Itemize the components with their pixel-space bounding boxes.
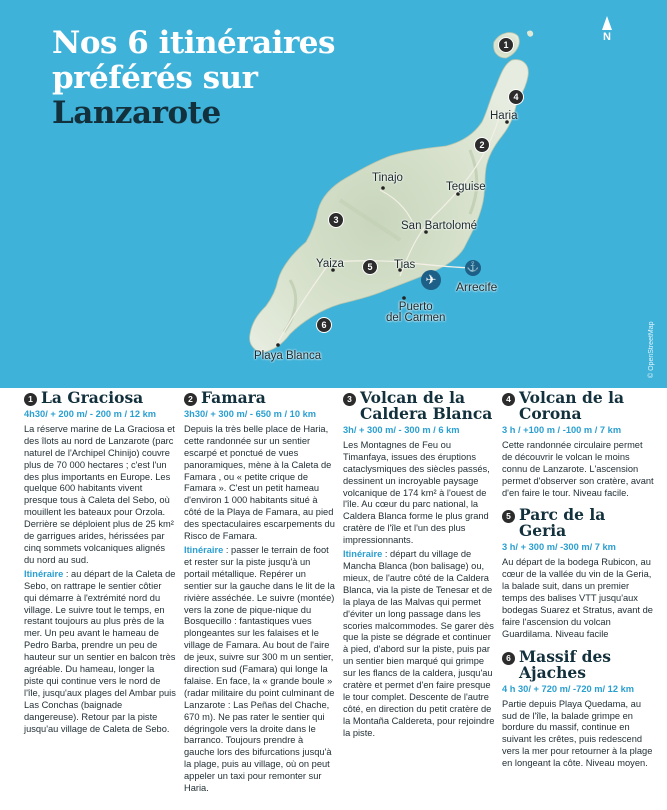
route-description: Partie depuis Playa Quedama, au sud de l'île, la balade grimpe en bordure du massif, continue en suivant les crêtes, puis redescend vers la mer pour retourner à la plage en longeant la côte. Niveau moyen. (502, 698, 653, 769)
place-label-arrecife: Arrecife (456, 280, 498, 294)
route-marker-4[interactable]: 4 (508, 89, 524, 105)
itinerary-text: : au départ de la Caleta de Sebo, on rattrape le sentier côtier qui démarre à l'extrémité nord du village. Le suivre tout le temps, en restant toujours au plus près de la mer. Un peu avant le hameau de Pedro Barba, prendre un peu de hauteur sur un sentier en balcon très agréable. Du hameau, longer la piste qui continue vers le nord de l'île, jusqu'aux plages del Ambar puis Las Conchas (baignade dangereuse). Retour par la piste jusqu'au village de Caleta de Sebo. (24, 568, 176, 734)
route-stats: 3 h / +100 m / -100 m / 7 km (502, 425, 622, 435)
route-number-badge: 1 (24, 393, 37, 406)
route-marker-5[interactable]: 5 (362, 259, 378, 275)
itinerary-text: : passer le terrain de foot et rester sur la piste jusqu'à un portail métallique. Repérer un sentier sur la gauche dans le lit de la rivière asséchée. Le suivre (montée) vers la zone de pique-nique du Bosquecillo : fantastiques vues plongeantes sur les falaises et le village de Famara. Au bout de l'aire de jeux, suivre sur 300 m un sentier, direction sud (Famara) qui longe la falaise. En face, la « grande boule » (radar militaire du point culminant de Lanzarote : Las Peñas del Chache, 670 m). Ne pas rater le sentier qui dégringole vers la droite dans le barranco. Toujours prendre à gauche lors des bifurcations jusqu'à la plage, puis au village, où on peut appeler un taxi pour remonter sur Haria. (184, 544, 335, 794)
column-1 (24, 390, 176, 743)
route-heading (502, 390, 654, 422)
route-itinerary (24, 569, 176, 736)
route-heading (24, 390, 176, 406)
route-stats: 3 h/ + 300 m/ -300 m/ 7 km (502, 542, 616, 553)
north-indicator (598, 16, 616, 43)
town-dot-puerto (402, 296, 406, 300)
route-section-6 (502, 646, 654, 770)
page-title (52, 26, 335, 131)
column-3 (343, 390, 495, 748)
place-label-yaiza: Yaiza (316, 258, 344, 270)
place-label-playa-blanca: Playa Blanca (254, 350, 322, 362)
port-icon: ⚓ (465, 260, 481, 276)
map-credit: © OpenStreetMap (648, 321, 655, 378)
north-label: N (603, 31, 611, 43)
route-number-badge: 4 (502, 393, 515, 406)
route-marker-2[interactable]: 2 (474, 137, 490, 153)
title-line-3: Lanzarote (52, 95, 221, 131)
itinerary-label: Itinéraire (24, 568, 64, 579)
route-stats: 3h30/ + 300 m/ - 650 m / 10 km (184, 409, 317, 419)
route-section-2 (184, 390, 336, 795)
route-description: Cette randonnée circulaire permet de découvrir le volcan le moins connu de Lanzarote. L'ascension permet d'observer son cratère, avant d'en faire le tour. Niveau facile. (502, 439, 654, 498)
route-heading (343, 390, 495, 422)
itinerary-text: : départ du village de Mancha Blanca (bon balisage) ou, mieux, de l'autre côté de la Caldera Blanca, via la piste de Tenesar et de la playa de las Malvas qui permet d'éviter un long passage dans les scories malcommodes. Se garer dès que la piste se dégrade et continuer à pied, d'abord sur la piste, puis par un sentier bien marqué qui grimpe sur les flancs de la caldera, jusqu'au cratère et permet d'en faire presque le tour complet. Descente de l'autre côté, en direction du petit cratère de la Montaña Caldereta, pour rejoindre la piste. (343, 549, 495, 738)
route-section-3 (343, 390, 495, 740)
route-number-badge: 2 (184, 393, 197, 406)
place-label-haria: Haria (490, 110, 518, 122)
route-marker-1[interactable]: 1 (498, 37, 514, 53)
town-dot-playablanca (276, 343, 280, 347)
place-label-puerto-del-carmen (386, 302, 445, 324)
route-marker-3[interactable]: 3 (328, 212, 344, 228)
route-stats: 3h/ + 300 m/ - 300 m / 6 km (343, 425, 460, 435)
itinerary-label: Itinéraire (343, 549, 383, 560)
route-heading (502, 646, 654, 682)
route-description: Les Montagnes de Feu ou Timanfaya, issues des éruptions cataclysmiques des siècles passés, dessinent un incroyable paysage volcanique de 174 km² à l'ouest de l'île. Au cœur du parc national, la Caldera Blanca forme le plus grand cratère de l'île et l'un des plus impressionnants. (343, 439, 490, 546)
route-stats: 4h30/ + 200 m/ - 200 m / 12 km (24, 409, 157, 419)
route-heading (502, 507, 654, 539)
place-label-tinajo: Tinajo (372, 172, 403, 184)
place-label-teguise: Teguise (446, 181, 486, 193)
route-number-badge: 3 (343, 393, 356, 406)
route-section-1 (24, 390, 176, 735)
island-map (0, 0, 667, 388)
route-title: Volcan de la Caldera Blanca (360, 388, 493, 423)
column-2 (184, 390, 336, 803)
route-description: La réserve marine de La Graciosa et des îlots au nord de Lanzarote (parc naturel de l'Archipel Chinijo) couvre plus de 70 000 hectares ; c'est l'un des plus importants en Europe. Les quelque 600 habitants vivent presque tous à Caleta del Sebo, où mouillent les bateaux pour Orzola. Derrière se déploient plus de 25 km² de garrigues arides, hérissées par cinq sommets volcaniques alignés du nord au sud. (24, 423, 175, 565)
route-section-4 (502, 390, 654, 499)
route-description: Au départ de la bodega Rubicon, au cœur de la vallée du vin de la Geria, la balade suit, dans un premier temps des balises VTT jusqu'aux bodegas Suarez et Stratus, avant de faire l'ascension du volcan Guardilama. Niveau facile (502, 557, 653, 639)
route-title: Volcan de la Corona (519, 388, 625, 423)
route-description: Depuis la très belle place de Haria, cette randonnée sur un sentier escarpé et ponctué de vues panoramiques, mène à la Caleta de Famara , ou « petite crique de Famara ». C'est un petit hameau d'environ 1 000 habitants situé à côté de la Playa de Famara, au pied des spectaculaires escarpements du Risco de Famara. (184, 423, 335, 542)
airport-icon: ✈ (421, 270, 441, 290)
route-marker-6[interactable]: 6 (316, 317, 332, 333)
route-title: Massif des Ajaches (519, 646, 612, 682)
place-label-tias: Tias (394, 259, 416, 271)
route-title: Parc de la Geria (519, 505, 606, 541)
column-4 (502, 390, 654, 778)
route-number-badge: 5 (502, 510, 515, 523)
route-section-5 (502, 507, 654, 640)
route-stats: 4 h 30/ + 720 m/ -720 m/ 12 km (502, 683, 635, 694)
route-title: La Graciosa (41, 388, 144, 407)
route-itinerary (343, 549, 495, 740)
small-islet-shape (527, 31, 533, 37)
puerto-line-1: Puerto (398, 301, 433, 313)
route-itinerary (184, 545, 336, 795)
place-label-san-bartolome: San Bartolomé (401, 220, 478, 232)
title-line-2: préférés sur (52, 60, 258, 96)
puerto-line-2: del Carmen (386, 312, 446, 324)
route-title: Famara (201, 388, 266, 407)
route-heading (184, 390, 336, 406)
itinerary-label: Itinéraire (184, 544, 224, 555)
north-arrow-icon (602, 16, 612, 30)
town-dot-tinajo (381, 186, 385, 190)
route-number-badge: 6 (502, 652, 515, 665)
title-line-1: Nos 6 itinéraires (52, 25, 335, 61)
